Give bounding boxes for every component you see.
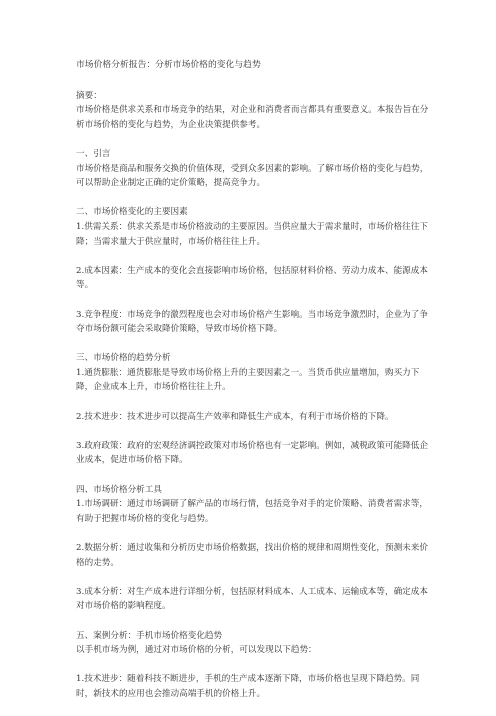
section-title: 二、市场价格变化的主要因素 [76,207,188,218]
section-intro: 以手机市场为例，通过对市场价格的分析，可以发现以下趋势： [76,645,317,656]
paragraph: 1.供需关系：供求关系是市场价格波动的主要原因。当供应量大于需求量时，市场价格往往下降；当需求量大于供应量时，市场价格往往上升。 [76,221,428,247]
paragraph: 1.通货膨胀：通货膨胀是导致市场价格上升的主要因素之一。当货币供应量增加，购买力下降，企业成本上升，市场价格往往上升。 [76,367,420,393]
document-title: 市场价格分析报告：分析市场价格的变化与趋势 [76,60,261,70]
abstract-label: 摘要： [76,90,102,101]
paragraph: 2.成本因素：生产成本的变化会直接影响市场价格，包括原材料价格、劳动力成本、能源成本等。 [76,265,428,291]
paragraph: 3.政府政策：政府的宏观经济调控政策对市场价格也有一定影响。例如，减税政策可能降低企业成本，促进市场价格下降。 [76,440,428,466]
paragraph: 3.竞争程度：市场竞争的激烈程度也会对市场价格产生影响。当市场竞争激烈时，企业为了争夺市场份额可能会采取降价策略，导致市场价格下降。 [76,309,428,335]
section-trend-analysis [76,351,436,468]
section-title: 一、引言 [76,148,111,159]
section-introduction [76,147,436,191]
abstract-text: 市场价格是供求关系和市场竞争的结果，对企业和消费者而言都具有重要意义。本报告旨在分析市场价格的变化与趋势，为企业决策提供参考。 [76,105,429,130]
paragraph: 2.技术进步：技术进步可以提高生产效率和降低生产成本，有利于市场价格的下降。 [76,411,394,422]
paragraph: 3.成本分析：对生产成本进行详细分析，包括原材料成本、人工成本、运输成本等，确定成本对市场价格的影响程度。 [76,586,428,612]
section-title: 三、市场价格的趋势分析 [76,353,171,364]
section-title: 四、市场价格分析工具 [76,484,162,495]
paragraph: 1.技术进步：随着科技不断进步，手机的生产成本逐渐下降，市场价格也呈现下降趋势。同时，新技术的应用也会推动高端手机的价格上升。 [76,674,420,699]
paragraph: 市场价格是商品和服务交换的价值体现，受到众多因素的影响。了解市场价格的变化与趋势，可以帮助企业制定正确的定价策略，提高竞争力。 [76,163,429,189]
section-case-study [76,629,436,702]
section-title: 五、案例分析：手机市场价格变化趋势 [76,630,223,641]
paragraph: 1.市场调研：通过市场调研了解产品的市场行情，包括竞争对手的定价策略、消费者需求等，有助于把握市场价格的变化与趋势。 [76,499,428,524]
section-analysis-tools [76,483,436,614]
section-price-factors [76,205,436,336]
abstract-block [76,89,436,133]
document-content [76,58,436,716]
paragraph: 2.数据分析：通过收集和分析历史市场价格数据，找出价格的规律和周期性变化，预测未来价格的走势。 [76,543,428,568]
